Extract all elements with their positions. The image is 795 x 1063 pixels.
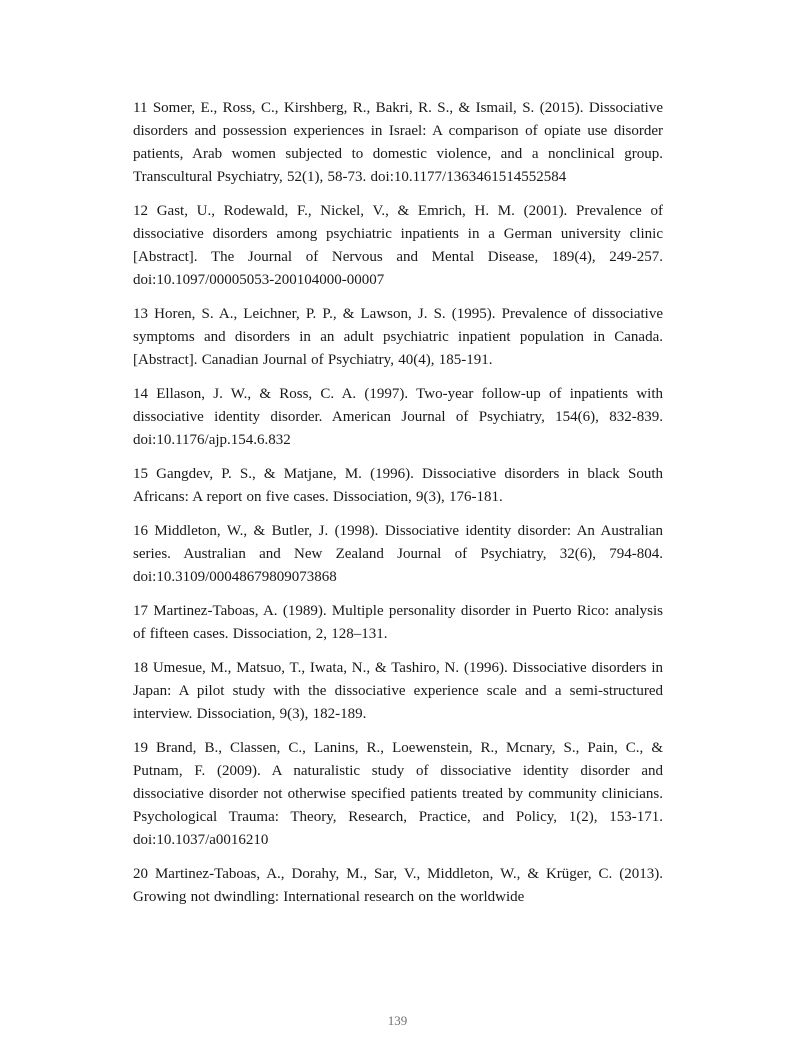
reference-entry-12: 12 Gast, U., Rodewald, F., Nickel, V., & Emrich, H. M. (2001). Prevalence of dissociative disorders among psychiatric inpatients in a German university clinic [Abstract]. The Journal of Nervous and Mental Disease, 189(4), 249-257. doi:10.1097/00005053-200104000-00007 bbox=[133, 203, 663, 288]
page-number: 139 bbox=[387, 1013, 408, 1028]
reference-entry-19: 19 Brand, B., Classen, C., Lanins, R., Loewenstein, R., Mcnary, S., Pain, C., & Putnam, F. (2009). A naturalistic study of dissociative identity disorder and dissociative disorder not otherwise specified patients treated by community clinicians. Psychological Trauma: Theory, Research, Practice, and Policy, 1(2), 153-171. doi:10.1037/a0016210 bbox=[133, 740, 663, 848]
reference-entry-16: 16 Middleton, W., & Butler, J. (1998). Dissociative identity disorder: An Australian series. Australian and New Zealand Journal of Psychiatry, 32(6), 794-804. doi:10.3109/00048679809073868 bbox=[133, 523, 663, 585]
reference-entry-13: 13 Horen, S. A., Leichner, P. P., & Lawson, J. S. (1995). Prevalence of dissociative symptoms and disorders in an adult psychiatric inpatient population in Canada. [Abstract]. Canadian Journal of Psychiatry, 40(4), 185-191. bbox=[133, 306, 663, 368]
reference-entry-20: 20 Martinez-Taboas, A., Dorahy, M., Sar, V., Middleton, W., & Krüger, C. (2013). Growing not dwindling: International research on the worldwide bbox=[133, 866, 663, 905]
reference-entry-17: 17 Martinez-Taboas, A. (1989). Multiple personality disorder in Puerto Rico: analysis of fifteen cases. Dissociation, 2, 128–131. bbox=[133, 603, 663, 642]
reference-entry-18: 18 Umesue, M., Matsuo, T., Iwata, N., & Tashiro, N. (1996). Dissociative disorders in Japan: A pilot study with the dissociative experience scale and a semi-structured interview. Dissociation, 9(3), 182-189. bbox=[133, 660, 663, 722]
reference-entry-14: 14 Ellason, J. W., & Ross, C. A. (1997). Two-year follow-up of inpatients with dissociative identity disorder. American Journal of Psychiatry, 154(6), 832-839. doi:10.1176/ajp.154.6.832 bbox=[133, 386, 663, 448]
reference-entry-15: 15 Gangdev, P. S., & Matjane, M. (1996). Dissociative disorders in black South Africans: A report on five cases. Dissociation, 9(3), 176-181. bbox=[133, 466, 663, 505]
reference-entry-11: 11 Somer, E., Ross, C., Kirshberg, R., Bakri, R. S., & Ismail, S. (2015). Dissociative disorders and possession experiences in Israel: A comparison of opiate use disorder patients, Arab women subjected to domestic violence, and a nonclinical group. Transcultural Psychiatry, 52(1), 58-73. doi:10.1177/1363461514552584 bbox=[133, 100, 663, 185]
references-list bbox=[133, 97, 663, 920]
